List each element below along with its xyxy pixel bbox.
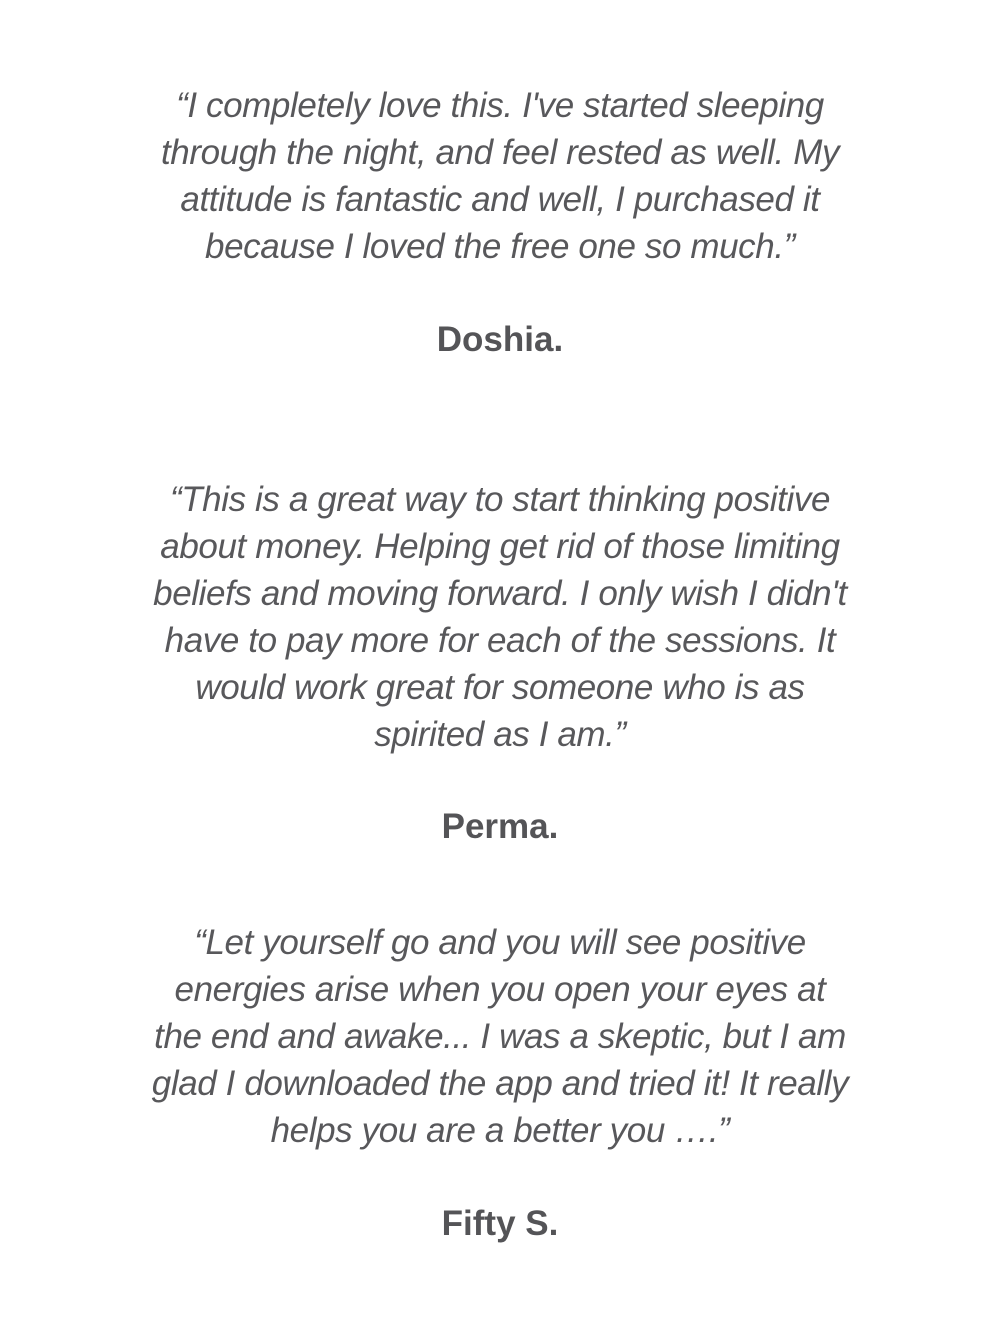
testimonial-card	[0, 82, 1000, 363]
testimonial-card	[0, 476, 1000, 850]
testimonial-author: Fifty S.	[441, 1204, 559, 1243]
testimonial-author: Perma.	[441, 807, 559, 846]
testimonial-quote: “Let yourself go and you will see positive energies arise when you open your eyes at the end and awake... I was a skeptic, but I am glad I downloaded the app and tried it! It really helps you are a better you ….”	[151, 923, 849, 1150]
testimonial-quote: “I completely love this. I've started sleeping through the night, and feel rested as well. My attitude is fantastic and well, I purchased it because I loved the free one so much.”	[160, 86, 840, 266]
testimonial-author: Doshia.	[436, 320, 564, 359]
testimonial-quote: “This is a great way to start thinking positive about money. Helping get rid of those limiting beliefs and moving forward. I only wish I didn't have to pay more for each of the sessions. It would work great for someone who is as spirited as I am.”	[153, 480, 847, 754]
testimonial-card	[0, 919, 1000, 1247]
